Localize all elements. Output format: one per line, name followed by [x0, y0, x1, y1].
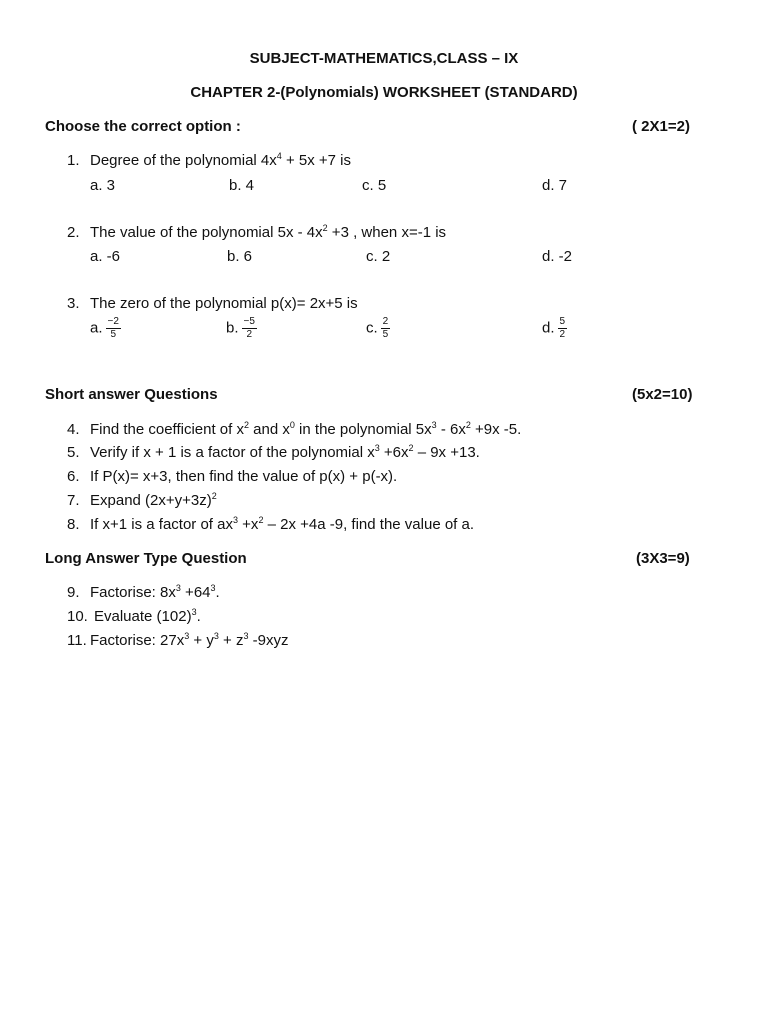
q11-s1: 3 [184, 631, 190, 641]
q9-s1: 3 [175, 583, 181, 593]
q3-option-c-denominator: 5 [382, 329, 389, 340]
q5-s1: 3 [374, 443, 380, 453]
q7-s1: 2 [211, 491, 217, 501]
q4-t1: Find the coefficient of x [90, 421, 244, 438]
q9-number: 9. [67, 584, 80, 601]
q4-t3: in the polynomial 5x [294, 421, 432, 438]
q2-number: 2. [67, 224, 80, 241]
q2-option-c: c. 2 [366, 248, 391, 265]
q7-t1: Expand (2x+y+3z) [90, 492, 212, 509]
q3-option-b-denominator: 2 [246, 329, 252, 340]
q8-t1: If x+1 is a factor of ax [90, 516, 233, 533]
q8-s2: 2 [258, 515, 264, 525]
q9-t2: +64 [180, 584, 211, 601]
q4-t5: +9x -5. [470, 421, 522, 438]
q1-text-pre: Degree of the polynomial 4x [90, 152, 277, 169]
section-b-marks: (5x2=10) [632, 386, 693, 403]
section-a-title: Choose the correct option : [45, 118, 241, 135]
q1-option-c: c. 5 [362, 177, 387, 194]
q3-option-c-numerator: 2 [382, 316, 389, 327]
q5-number: 5. [67, 444, 80, 461]
q9-s2: 3 [210, 583, 216, 593]
chapter-title: CHAPTER 2-(Polynomials) WORKSHEET (STANDARD) [190, 84, 578, 101]
q4-s4: 2 [465, 420, 471, 430]
q1-option-b: b. 4 [229, 177, 255, 194]
q2-option-d: d. -2 [542, 248, 573, 265]
q1-text [90, 152, 351, 169]
q8-text [90, 516, 474, 533]
q3-option-b-numerator: −5 [243, 316, 255, 327]
q4-t4: - 6x [436, 421, 466, 438]
q1-option-a: a. 3 [90, 177, 116, 194]
q10-t1: Evaluate (102) [94, 608, 192, 625]
q3-option-d-label: d. [542, 319, 555, 337]
q9-t3: . [215, 584, 220, 601]
q10-number: 10. [67, 608, 88, 625]
q11-text [90, 632, 289, 649]
q4-t2: and x [249, 421, 290, 438]
q10-text [94, 608, 201, 625]
subject-title: SUBJECT-MATHEMATICS,CLASS – IX [249, 50, 519, 67]
q2-option-b: b. 6 [227, 248, 253, 265]
q3-option-b-fraction [242, 316, 257, 341]
q9-t1: Factorise: 8x [90, 584, 176, 601]
q11-s3: 3 [243, 631, 249, 641]
q11-t2: + y [189, 632, 214, 649]
section-c-marks: (3X3=9) [636, 550, 690, 567]
q10-t2: . [196, 608, 201, 625]
q3-option-d-fraction [558, 316, 568, 341]
q3-option-a-numerator: −2 [107, 316, 119, 327]
q2-text [90, 224, 446, 241]
q1-number: 1. [67, 152, 80, 169]
q2-text-pre: The value of the polynomial 5x - 4x [90, 224, 323, 241]
q11-t4: -9xyz [248, 632, 289, 649]
q6-number: 6. [67, 468, 80, 485]
q11-t3: + z [218, 632, 244, 649]
q3-option-c-fraction [381, 316, 391, 341]
q3-option-b [226, 316, 257, 341]
q1-option-d: d. 7 [542, 177, 568, 194]
q3-option-d [542, 316, 567, 341]
section-c-title: Long Answer Type Question [45, 550, 247, 567]
q11-s2: 3 [213, 631, 219, 641]
q11-number: 11. [67, 632, 87, 649]
q3-number: 3. [67, 295, 80, 312]
q3-option-a-fraction [106, 316, 121, 341]
q3-option-a [90, 316, 121, 341]
q2-sup: 2 [322, 223, 328, 233]
q1-sup: 4 [276, 151, 282, 161]
section-b-title: Short answer Questions [45, 386, 218, 403]
q7-number: 7. [67, 492, 80, 509]
q3-option-a-label: a. [90, 319, 103, 337]
q7-text [90, 492, 217, 509]
q3-text: The zero of the polynomial p(x)= 2x+5 is [90, 295, 358, 312]
q3-option-d-denominator: 2 [559, 329, 566, 340]
q9-text [90, 584, 220, 601]
q8-t3: – 2x +4a -9, find the value of a. [263, 516, 475, 533]
q5-text [90, 444, 480, 461]
q2-option-a: a. -6 [90, 248, 121, 265]
q3-option-a-denominator: 5 [110, 329, 116, 340]
q3-option-d-numerator: 5 [559, 316, 566, 327]
q11-t1: Factorise: 27x [90, 632, 185, 649]
q8-number: 8. [67, 516, 80, 533]
q3-option-c-label: c. [366, 319, 378, 337]
q4-text [90, 421, 521, 438]
q2-text-post: +3 , when x=-1 is [327, 224, 447, 241]
q4-s1: 2 [243, 420, 249, 430]
q6-text: If P(x)= x+3, then find the value of p(x) + p(-x). [90, 468, 398, 485]
section-a-marks: ( 2X1=2) [632, 118, 690, 135]
q4-s2: 0 [289, 420, 295, 430]
q3-option-c [366, 316, 390, 341]
q5-t1: Verify if x + 1 is a factor of the polynomial x [90, 444, 375, 461]
q3-option-b-label: b. [226, 319, 239, 337]
q4-s3: 3 [431, 420, 437, 430]
q1-text-post: + 5x +7 is [281, 152, 352, 169]
q4-number: 4. [67, 421, 80, 438]
q8-t2: +x [238, 516, 259, 533]
q5-t2: +6x [379, 444, 409, 461]
q10-s1: 3 [191, 607, 197, 617]
q8-s1: 3 [232, 515, 238, 525]
q5-s2: 2 [408, 443, 414, 453]
q5-t3: – 9x +13. [413, 444, 480, 461]
